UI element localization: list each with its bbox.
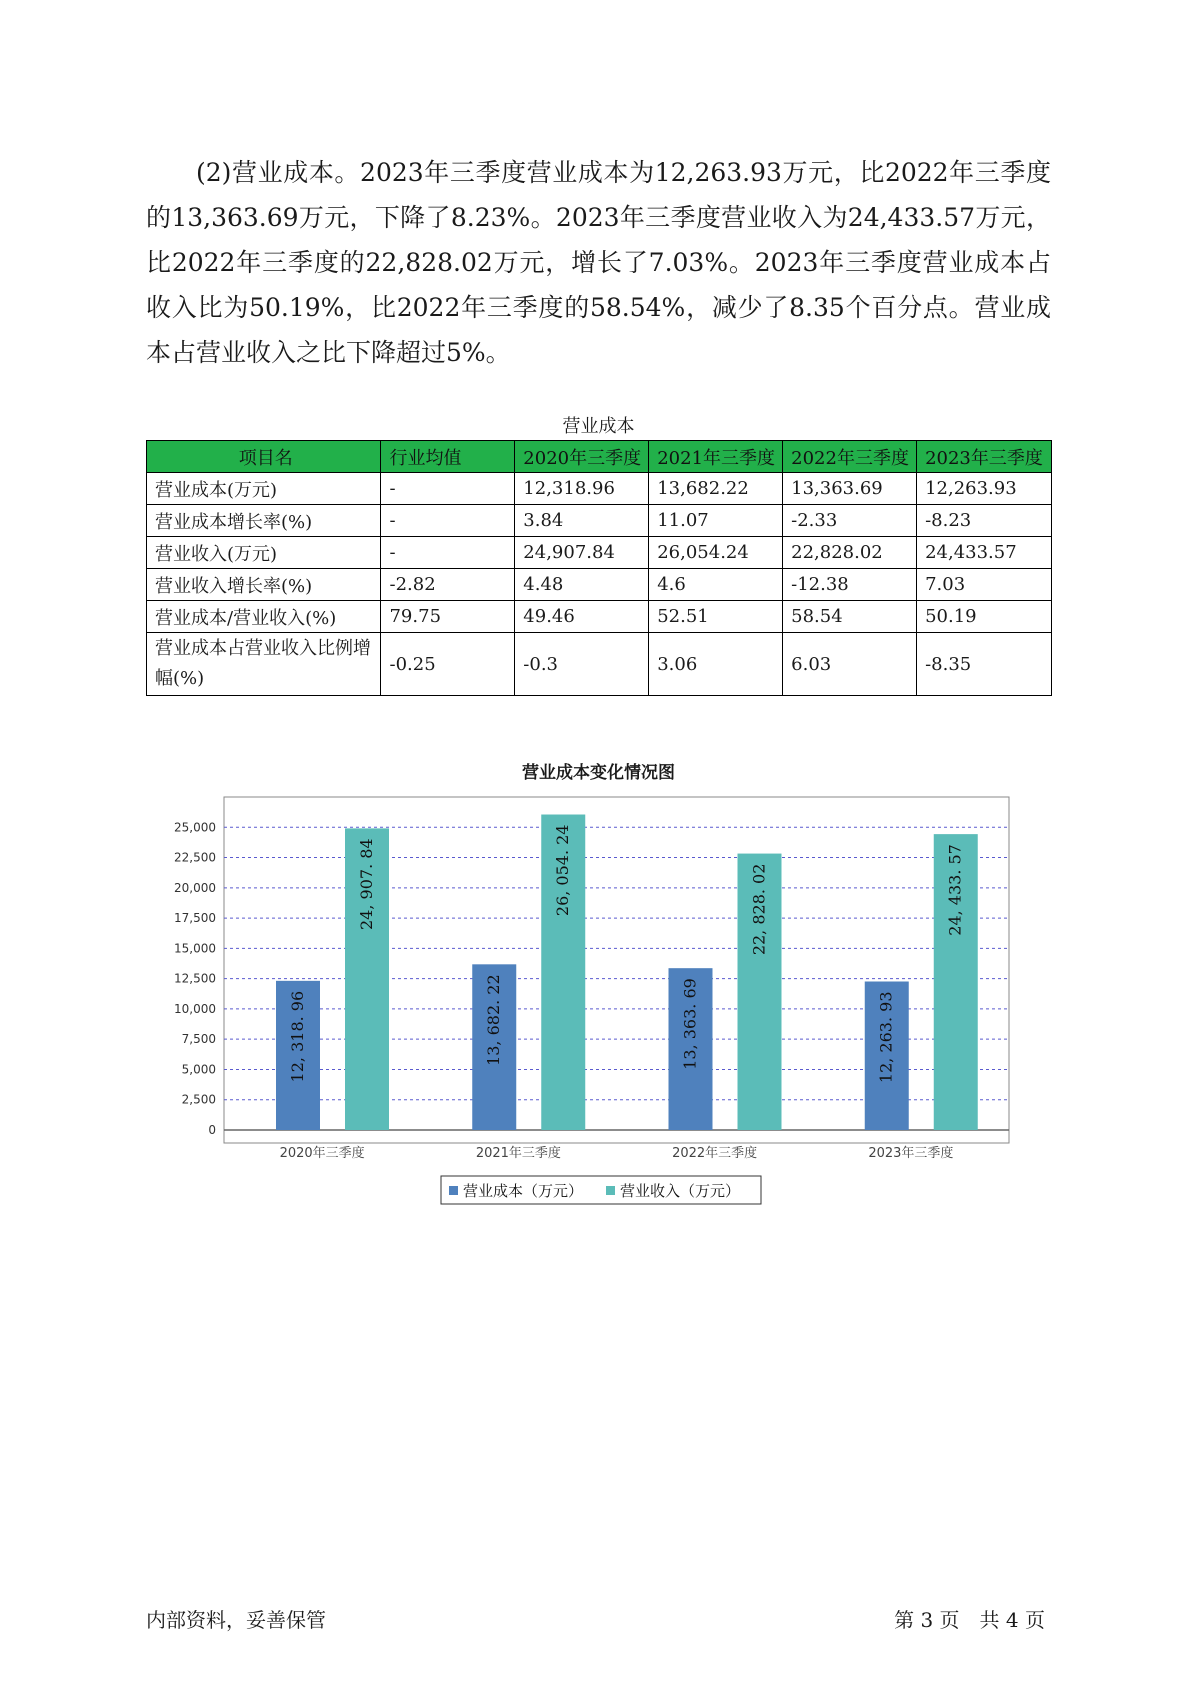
y-tick-label: 12,500	[174, 971, 216, 986]
y-tick-label: 15,000	[174, 941, 216, 956]
table-cell: -0.25	[381, 633, 515, 696]
y-tick-label: 2,500	[181, 1092, 216, 1107]
body-paragraph: (2)营业成本。2023年三季度营业成本为12,263.93万元，比2022年三季度的13,363.69万元，下降了8.23%。2023年三季度营业收入为24,433.57万元，比2022年三季度的22,828.02万元，增长了7.03%。2023年三季度营业成本占收入比为50.19%，比2022年三季度的58.54%，减少了8.35个百分点。营业成本占营业收入之比下降超过5%。	[146, 158, 1051, 367]
table-cell: 24,433.57	[917, 537, 1052, 569]
table-cell: 12,263.93	[917, 473, 1052, 505]
legend-swatch	[449, 1186, 458, 1195]
x-tick-label: 2020年三季度	[279, 1146, 365, 1161]
header-cell: 2022年三季度	[783, 441, 917, 473]
y-tick-label: 0	[208, 1123, 216, 1137]
header-cell: 2021年三季度	[649, 441, 783, 473]
y-tick-label: 22,500	[174, 850, 216, 865]
data-label: 13, 363. 69	[680, 978, 700, 1070]
table-title: 营业成本	[562, 416, 635, 437]
table-cell: 50.19	[917, 601, 1052, 633]
chart-title: 营业成本变化情况图	[522, 763, 675, 783]
y-tick-label: 7,500	[181, 1032, 216, 1047]
table-cell: -12.38	[783, 569, 917, 601]
table-cell: 11.07	[649, 505, 783, 537]
table-cell: 营业成本(万元)	[147, 473, 381, 505]
table-cell: 营业成本/营业收入(%)	[147, 601, 381, 633]
data-label: 24, 433. 57	[945, 844, 965, 936]
y-tick-label: 20,000	[174, 880, 216, 895]
x-tick-label: 2022年三季度	[672, 1146, 758, 1161]
data-label: 22, 828. 02	[749, 863, 769, 956]
table-cell: 3.84	[515, 505, 649, 537]
data-label: 26, 054. 24	[553, 824, 573, 917]
table-cell: 49.46	[515, 601, 649, 633]
table-cell: -8.23	[917, 505, 1052, 537]
y-tick-label: 25,000	[174, 820, 216, 835]
table-cell: -	[381, 537, 515, 569]
footer-left: 内部资料，妥善保管	[146, 1608, 326, 1632]
table-cell: 26,054.24	[649, 537, 783, 569]
legend-label: 营业成本（万元）	[463, 1182, 584, 1200]
y-tick-label: 10,000	[174, 1001, 216, 1016]
y-tick-label: 17,500	[174, 911, 216, 926]
x-tick-label: 2021年三季度	[475, 1146, 561, 1161]
data-label: 12, 263. 93	[876, 991, 896, 1084]
data-label: 12, 318. 96	[288, 990, 307, 1083]
table-cell: 24,907.84	[515, 537, 649, 569]
footer-page-number: 第 3 页 共 4 页	[894, 1608, 1045, 1632]
table-cell: 营业成本增长率(%)	[147, 505, 381, 537]
legend-label: 营业收入（万元）	[620, 1182, 741, 1200]
data-label: 24, 907. 84	[357, 838, 376, 930]
header-cell: 2020年三季度	[515, 441, 649, 473]
table-cell: -	[381, 505, 515, 537]
table-cell: 6.03	[783, 633, 917, 696]
table-cell: 58.54	[783, 601, 917, 633]
table-cell: -2.82	[381, 569, 515, 601]
table-cell: 7.03	[917, 569, 1052, 601]
data-label: 13, 682. 22	[484, 974, 504, 1066]
table-cell: 12,318.96	[515, 473, 649, 505]
y-tick-label: 5,000	[181, 1062, 216, 1077]
table-cell: 13,363.69	[783, 473, 917, 505]
table-cell: 营业成本占营业收入比例增幅(%)	[147, 633, 381, 696]
table-cell: 52.51	[649, 601, 783, 633]
header-cell: 项目名	[147, 441, 381, 473]
header-cell: 2023年三季度	[917, 441, 1052, 473]
table-cell: 3.06	[649, 633, 783, 696]
legend-swatch	[606, 1186, 615, 1195]
table-cell: 4.48	[515, 569, 649, 601]
x-tick-label: 2023年三季度	[868, 1146, 954, 1161]
table-cell: -	[381, 473, 515, 505]
table-cell: -8.35	[917, 633, 1052, 696]
table-cell: 13,682.22	[649, 473, 783, 505]
table-cell: 营业收入(万元)	[147, 537, 381, 569]
table-cell: 79.75	[381, 601, 515, 633]
table-cell: 22,828.02	[783, 537, 917, 569]
table-cell: 4.6	[649, 569, 783, 601]
table-cell: 营业收入增长率(%)	[147, 569, 381, 601]
table-cell: -0.3	[515, 633, 649, 696]
header-cell: 行业均值	[381, 441, 515, 473]
table-cell: -2.33	[783, 505, 917, 537]
